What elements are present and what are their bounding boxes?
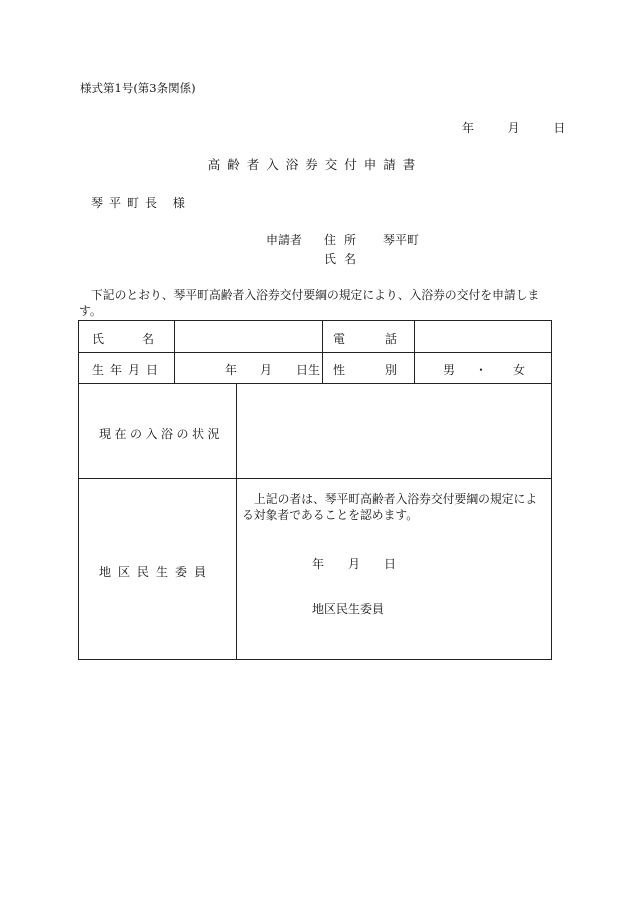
cell-sex-dot: ・	[475, 363, 488, 377]
cell-birth-day: 日生	[296, 363, 321, 377]
col-divider-2	[322, 320, 323, 384]
cert-signer: 地区民生委員	[312, 602, 385, 616]
cell-birth-year: 年	[225, 363, 238, 377]
cell-phone-value[interactable]	[416, 322, 550, 351]
row-divider-2	[78, 383, 552, 384]
table-border-left	[78, 320, 79, 660]
cell-name-value[interactable]	[176, 322, 321, 351]
cert-date-day: 日	[384, 557, 397, 571]
cell-birth-label: 生年月日	[92, 363, 165, 377]
date-month: 月	[507, 121, 520, 135]
addressee: 琴平町長 様	[91, 196, 191, 210]
cert-date-month: 月	[348, 557, 361, 571]
date-year: 年	[462, 121, 475, 135]
cell-commissioner-label: 地区民生委員	[99, 565, 214, 579]
date-day: 日	[553, 121, 566, 135]
cert-date-year: 年	[312, 557, 325, 571]
applicant-label: 申請者	[266, 233, 303, 247]
address-value: 琴平町	[383, 233, 420, 247]
table-border-right	[551, 320, 552, 660]
cell-birth-month: 月	[260, 363, 273, 377]
row-divider-1	[78, 352, 552, 353]
cell-name-label: 氏名	[92, 332, 193, 346]
date-line	[462, 119, 565, 136]
name-label: 氏名	[324, 252, 365, 266]
cell-sex-female[interactable]: 女	[513, 363, 526, 377]
certification-text: 上記の者は、琴平町高齢者入浴券交付要綱の規定による対象者であることを認めます。	[242, 492, 538, 522]
intro-text: 下記のとおり、琴平町高齢者入浴券交付要綱の規定により、入浴券の交付を申請します。	[79, 288, 540, 318]
address-label: 住所	[324, 233, 365, 247]
row-divider-3	[78, 478, 552, 479]
cell-phone-label: 電話	[333, 332, 438, 346]
cell-bath-status-value[interactable]	[238, 385, 550, 477]
cell-sex-label: 性別	[333, 363, 438, 377]
col-divider-4	[236, 383, 237, 660]
form-number: 様式第1号(第3条関係)	[80, 81, 196, 95]
cell-sex-male[interactable]: 男	[443, 363, 456, 377]
cell-bath-status-label: 現在の入浴の状況	[99, 427, 224, 441]
document-title: 高齢者入浴券交付申請書	[207, 157, 423, 172]
table-border-bottom	[78, 659, 552, 660]
table-border-top	[78, 320, 552, 321]
